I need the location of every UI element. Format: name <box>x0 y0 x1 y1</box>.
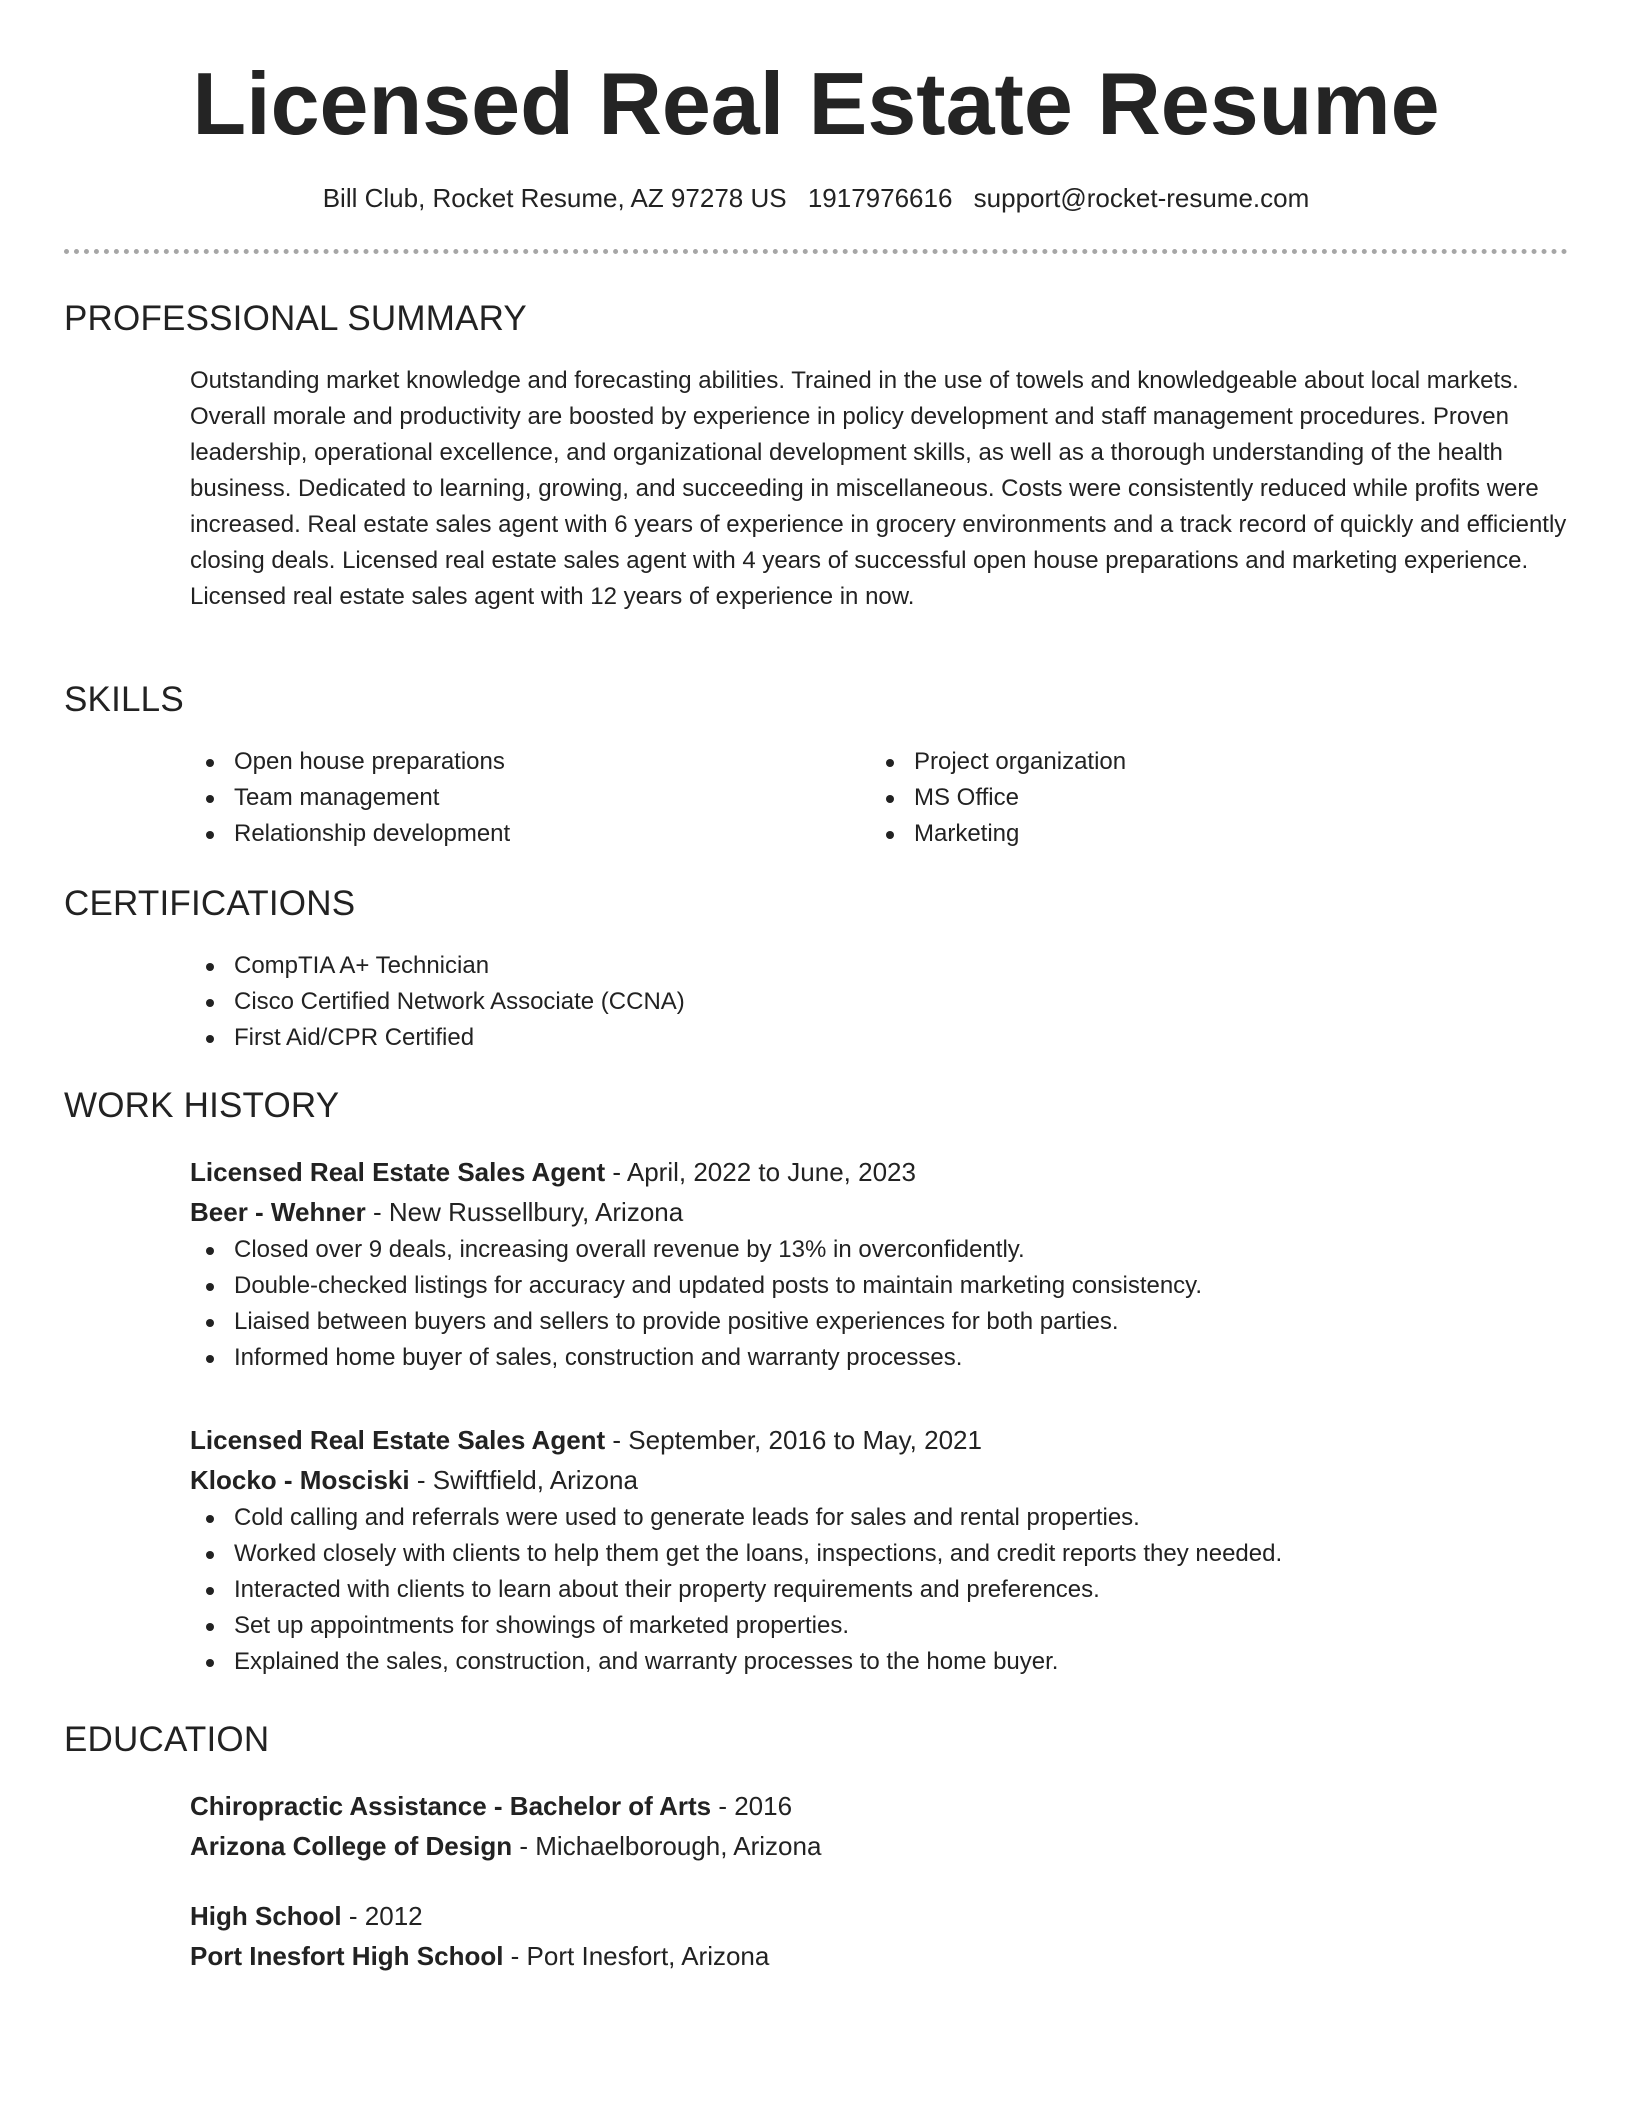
education-heading: EDUCATION <box>64 1720 270 1759</box>
skill-item: Open house preparations <box>190 744 850 780</box>
education-location: - Port Inesfort, Arizona <box>503 1941 770 1971</box>
contact-email: support@rocket-resume.com <box>973 183 1310 213</box>
summary-heading: PROFESSIONAL SUMMARY <box>64 299 527 338</box>
education-school-line <box>190 1826 1568 1866</box>
resume-title: Licensed Real Estate Resume <box>192 54 1440 153</box>
certifications-heading: CERTIFICATIONS <box>64 884 356 923</box>
skill-item: Relationship development <box>190 816 850 852</box>
education-school-line <box>190 1936 1568 1976</box>
job-title: Licensed Real Estate Sales Agent <box>190 1425 606 1455</box>
job-title: Licensed Real Estate Sales Agent <box>190 1157 606 1187</box>
education-year: - 2016 <box>711 1791 793 1821</box>
education-school: Arizona College of Design <box>190 1831 513 1861</box>
job-company: Beer - Wehner <box>190 1197 366 1227</box>
job-title-line <box>190 1152 1568 1192</box>
job-duty-item: Closed over 9 deals, increasing overall revenue by 13% in overconfidently. <box>190 1232 1568 1268</box>
header-divider <box>64 249 1568 254</box>
job-entry <box>190 1152 1568 1376</box>
skills-right-column <box>870 744 1530 852</box>
summary-text: Outstanding market knowledge and forecasting abilities. Trained in the use of towels and knowledgeable about local markets. Overall morale and productivity are boosted by experience in policy development and staff management procedures. Proven leadership, operational excellence, and organizational development skills, as well as a thorough understanding of the health business. Dedicated to learning, growing, and succeeding in miscellaneous. Costs were consistently reduced while profits were increased. Real estate sales agent with 6 years of experience in grocery environments and a track record of quickly and efficiently closing deals. Licensed real estate sales agent with 4 years of successful open house preparations and marketing experience. Licensed real estate sales agent with 12 years of experience in now. <box>190 367 1567 610</box>
skill-item: MS Office <box>870 780 1530 816</box>
contact-line <box>0 178 1632 218</box>
education-degree-line <box>190 1896 1568 1936</box>
skills-section <box>190 744 1568 856</box>
job-duty-item: Worked closely with clients to help them get the loans, inspections, and credit reports they needed. <box>190 1536 1568 1572</box>
job-duty-item: Explained the sales, construction, and warranty processes to the home buyer. <box>190 1644 1568 1680</box>
job-company: Klocko - Mosciski <box>190 1465 410 1495</box>
education-degree: Chiropractic Assistance - Bachelor of Arts <box>190 1791 712 1821</box>
skill-item: Team management <box>190 780 850 816</box>
job-dates: - September, 2016 to May, 2021 <box>605 1425 982 1455</box>
job-duties <box>190 1232 1568 1376</box>
job-duty-item: Interacted with clients to learn about their property requirements and preferences. <box>190 1572 1568 1608</box>
education-school: Port Inesfort High School <box>190 1941 504 1971</box>
job-title-line <box>190 1420 1568 1460</box>
job-duty-item: Set up appointments for showings of marketed properties. <box>190 1608 1568 1644</box>
certifications-section <box>190 948 1568 1056</box>
education-entry <box>190 1786 1568 1866</box>
contact-phone: 1917976616 <box>807 183 953 213</box>
job-dates: - April, 2022 to June, 2023 <box>605 1157 916 1187</box>
certification-item: First Aid/CPR Certified <box>190 1020 1568 1056</box>
job-location: - New Russellbury, Arizona <box>365 1197 684 1227</box>
certification-item: Cisco Certified Network Associate (CCNA) <box>190 984 1568 1020</box>
certification-item: CompTIA A+ Technician <box>190 948 1568 984</box>
skills-left-column <box>190 744 850 852</box>
job-entry <box>190 1420 1568 1680</box>
education-degree: High School <box>190 1901 342 1931</box>
education-year: - 2012 <box>341 1901 423 1931</box>
skills-heading: SKILLS <box>64 680 184 719</box>
job-company-line <box>190 1192 1568 1232</box>
job-duties <box>190 1500 1568 1680</box>
education-entry <box>190 1896 1568 1976</box>
skill-item: Project organization <box>870 744 1530 780</box>
job-location: - Swiftfield, Arizona <box>409 1465 638 1495</box>
job-duty-item: Liaised between buyers and sellers to provide positive experiences for both parties. <box>190 1304 1568 1340</box>
job-duty-item: Cold calling and referrals were used to generate leads for sales and rental properties. <box>190 1500 1568 1536</box>
education-location: - Michaelborough, Arizona <box>512 1831 822 1861</box>
work-history-heading: WORK HISTORY <box>64 1086 340 1125</box>
job-duty-item: Informed home buyer of sales, construction and warranty processes. <box>190 1340 1568 1376</box>
job-company-line <box>190 1460 1568 1500</box>
education-degree-line <box>190 1786 1568 1826</box>
job-duty-item: Double-checked listings for accuracy and updated posts to maintain marketing consistency. <box>190 1268 1568 1304</box>
contact-address: Bill Club, Rocket Resume, AZ 97278 US <box>322 183 787 213</box>
summary-section <box>190 363 1568 615</box>
skill-item: Marketing <box>870 816 1530 852</box>
